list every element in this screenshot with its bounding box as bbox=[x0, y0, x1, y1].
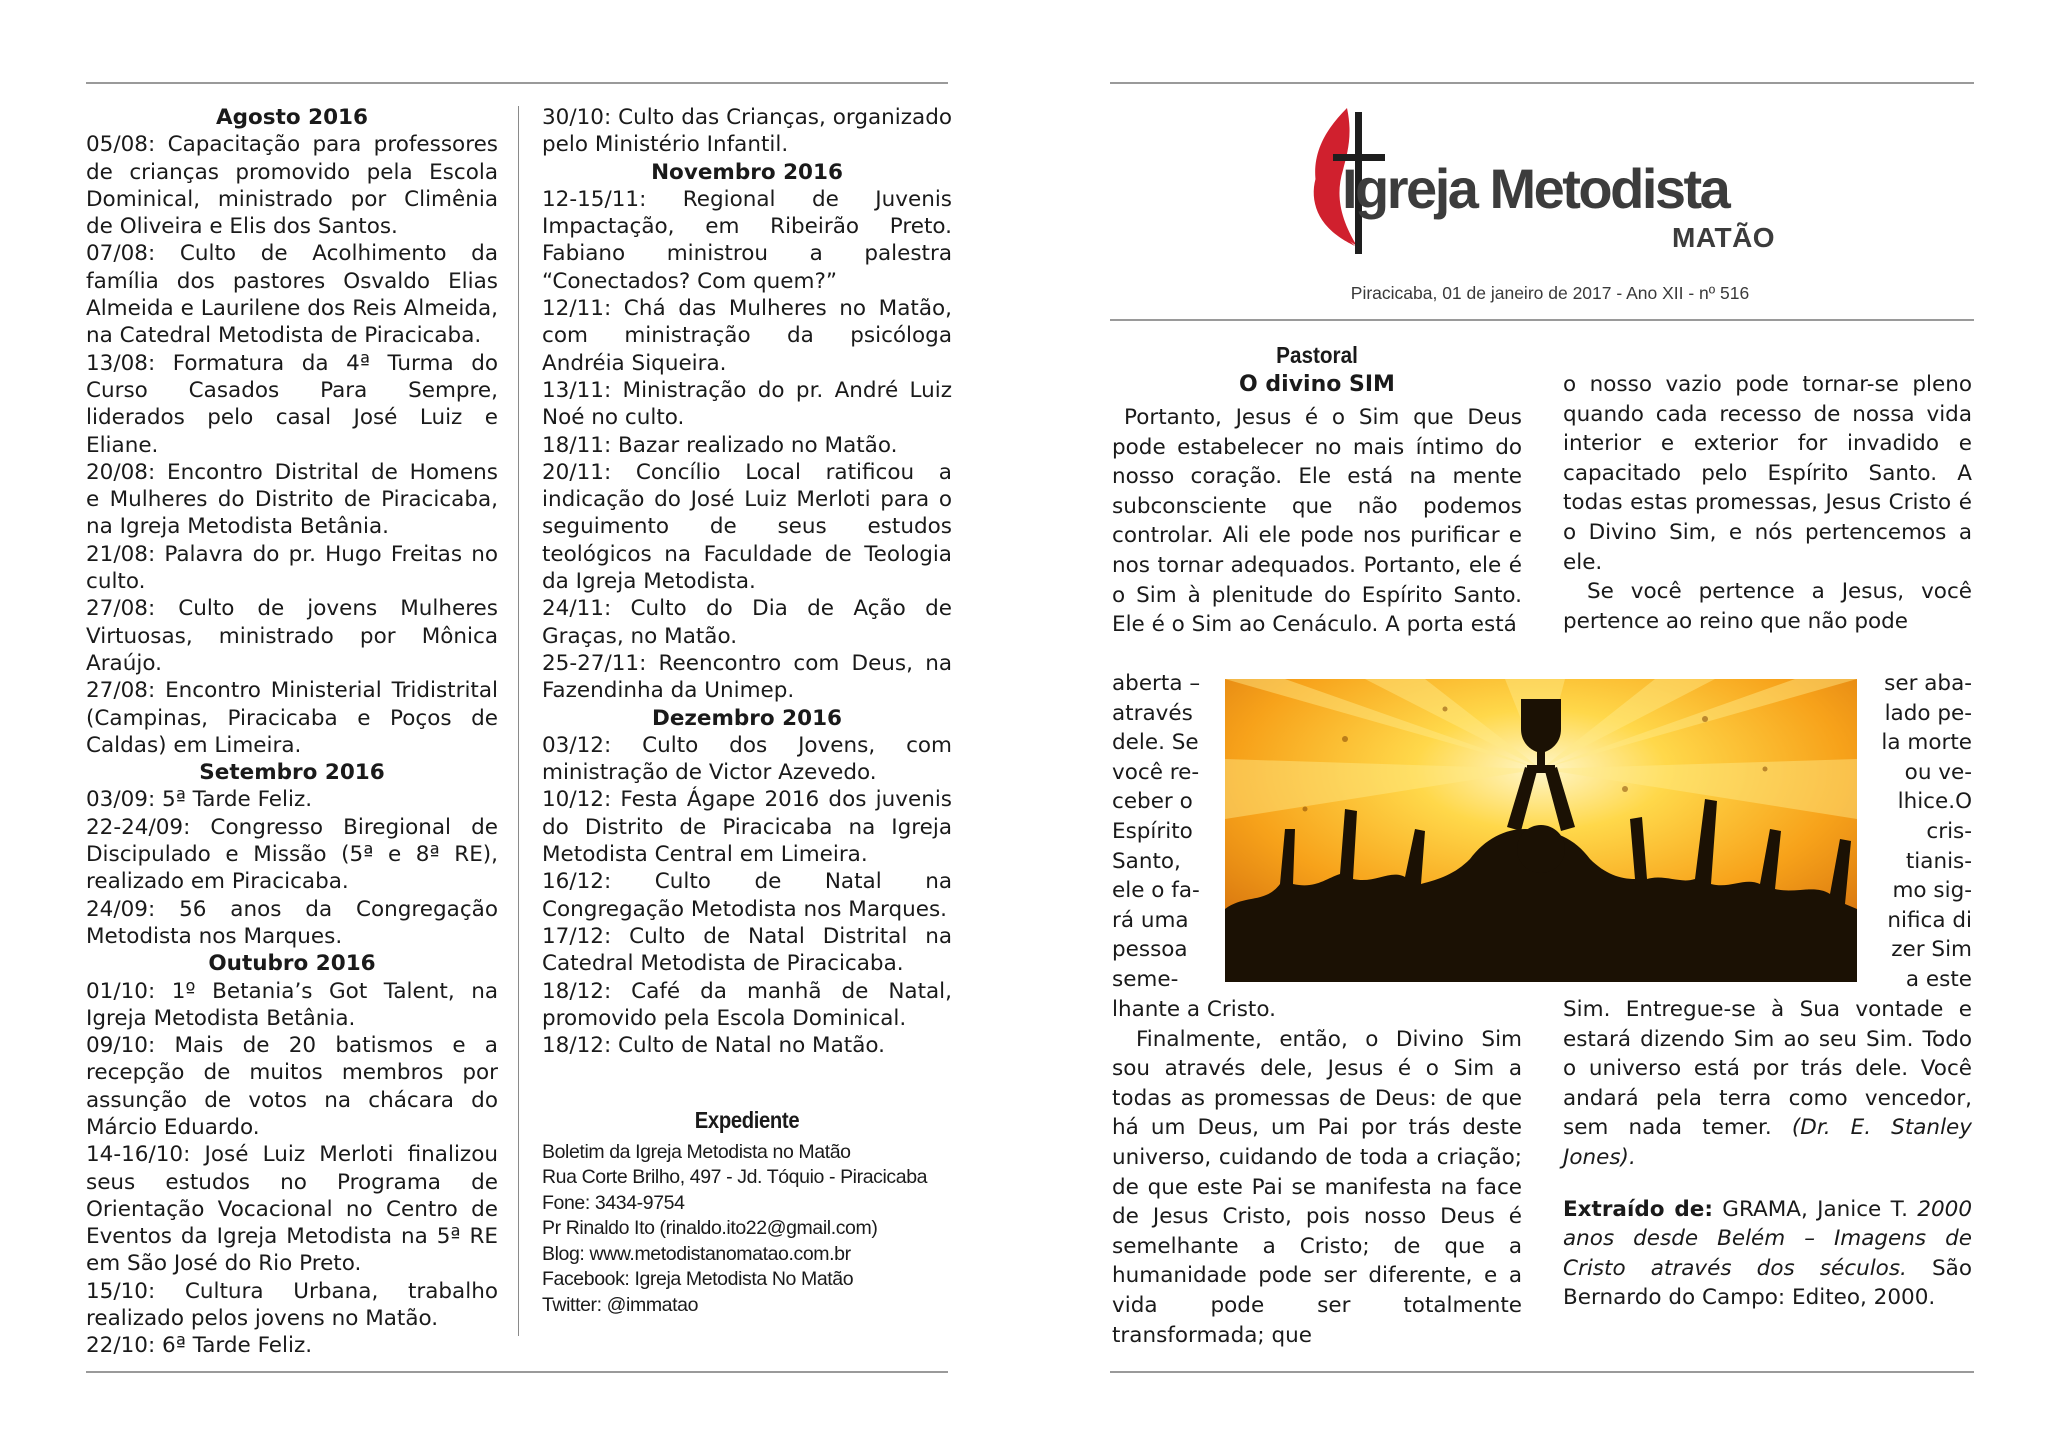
timeline-entry: 27/08: Encontro Ministerial Tridistrital (Campinas, Piracicaba e Poços de Caldas) em Limeira. bbox=[86, 678, 498, 758]
month-heading: Agosto 2016 bbox=[216, 105, 368, 130]
article-paragraph: Se você pertence a Jesus, você pertence ao reino que não pode bbox=[1563, 579, 1972, 634]
timeline-entry: 07/08: Culto de Acolhimento da família dos pastores Osvaldo Elias Almeida e Laurilene dos Reis Almeida, na Catedral Metodista de Piracicaba. bbox=[86, 241, 498, 349]
article-left-top bbox=[1112, 403, 1522, 640]
issue-dateline: Piracicaba, 01 de janeiro de 2017 - Ano XII - nº 516 bbox=[1350, 283, 1750, 303]
month-heading: Novembro 2016 bbox=[651, 159, 843, 185]
article-line: Espírito bbox=[1112, 818, 1193, 844]
timeline-entry: 03/09: 5ª Tarde Feliz. bbox=[86, 787, 313, 813]
article-right-wrap bbox=[1868, 669, 1972, 995]
expediente-line: Fone: 3434-9754 bbox=[542, 1191, 685, 1214]
timeline-entry: 12-15/11: Regional de Juvenis Impactação, em Ribeirão Preto. Fabiano ministrou a palestra “Conectados? Com quem?” bbox=[542, 186, 952, 294]
article-left-wrap bbox=[1112, 669, 1218, 995]
article-right-bottom bbox=[1563, 995, 1972, 1313]
pastoral-title: O divino SIM bbox=[1239, 372, 1395, 397]
article-line: tianis- bbox=[1905, 848, 1972, 874]
timeline-entry: 03/12: Culto dos Jovens, com ministração de Victor Azevedo. bbox=[542, 732, 952, 786]
timeline-entry: 24/09: 56 anos da Congregação Metodista nos Marques. bbox=[86, 896, 498, 949]
pastoral-kicker: Pastoral bbox=[1276, 342, 1358, 368]
top-rule-left bbox=[86, 82, 948, 84]
timeline-entry: 13/11: Ministração do pr. André Luiz Noé no culto. bbox=[542, 377, 952, 431]
timeline-column-2 bbox=[542, 104, 952, 1059]
article-line: aberta – bbox=[1112, 671, 1201, 696]
article-line: mo sig- bbox=[1892, 878, 1972, 904]
timeline-entry: 20/11: Concílio Local ratificou a indicação do José Luiz Merloti para o seguimento de seus estudos teológicos na Faculdade de Teologia da Igreja Metodista. bbox=[542, 459, 952, 595]
expediente-line: Blog: www.metodistanomatao.com.br bbox=[542, 1242, 851, 1265]
timeline-entry: 18/11: Bazar realizado no Matão. bbox=[542, 432, 898, 458]
article-line: cris- bbox=[1926, 818, 1972, 844]
timeline-entry: 30/10: Culto das Crianças, organizado pelo Ministério Infantil. bbox=[542, 105, 952, 158]
logo-city: MATÃO bbox=[1672, 222, 1776, 253]
source-label: Extraído de: bbox=[1563, 1196, 1713, 1222]
month-heading: Setembro 2016 bbox=[199, 760, 385, 786]
article-line: dele. Se bbox=[1112, 730, 1199, 756]
article-line: seme- bbox=[1112, 966, 1179, 992]
logo-wordmark: Igreja Metodista bbox=[1342, 157, 1729, 220]
timeline-entry: 22-24/09: Congresso Biregional de Discipulado e Missão (5ª e 8ª RE), realizado em Piracicaba. bbox=[86, 814, 498, 895]
article-line: você re- bbox=[1112, 759, 1200, 785]
timeline-entry: 05/08: Capacitação para professores de crianças promovido pela Escola Dominical, ministrado por Climênia de Oliveira e Elis dos Santos. bbox=[86, 132, 498, 240]
article-left-bottom bbox=[1112, 995, 1522, 1350]
timeline-entry: 14-16/10: José Luiz Merloti finalizou seus estudos no Programa de Orientação Vocacional no Centro de Eventos da Igreja Metodista na 5ª RE em São José do Rio Preto. bbox=[86, 1142, 498, 1277]
bottom-rule-left bbox=[86, 1371, 948, 1373]
article-line: pessoa bbox=[1112, 937, 1188, 963]
article-line: lado pe- bbox=[1884, 700, 1972, 726]
timeline-entry: 25-27/11: Reencontro com Deus, na Fazendinha da Unimep. bbox=[542, 650, 952, 704]
timeline-entry: 24/11: Culto do Dia de Ação de Graças, no Matão. bbox=[542, 596, 952, 649]
article-line: lhice.O bbox=[1897, 789, 1972, 815]
expediente-line: Twitter: @immatao bbox=[542, 1293, 699, 1316]
article-line: zer Sim bbox=[1891, 937, 1972, 963]
timeline-entry: 09/10: Mais de 20 batismos e a recepção de muitos membros por assunção de votos na chácara do Márcio Eduardo. bbox=[86, 1033, 498, 1140]
expediente-box bbox=[542, 1108, 952, 1318]
expediente-line: Boletim da Igreja Metodista no Matão bbox=[542, 1140, 851, 1163]
timeline-column-1 bbox=[86, 104, 498, 1360]
timeline-entry: 21/08: Palavra do pr. Hugo Freitas no culto. bbox=[86, 541, 498, 595]
source-publisher: São Bernardo do Campo: Editeo, 2000. bbox=[1563, 1255, 1972, 1311]
month-heading: Dezembro 2016 bbox=[651, 705, 842, 731]
source-author: GRAMA, Janice T. bbox=[1722, 1196, 1908, 1222]
expediente-line: Facebook: Igreja Metodista No Matão bbox=[542, 1268, 854, 1290]
citation: (Dr. E. Stanley Jones). bbox=[1563, 1115, 1972, 1170]
month-heading: Outubro 2016 bbox=[208, 951, 376, 977]
timeline-entry: 16/12: Culto de Natal na Congregação Metodista nos Marques. bbox=[542, 869, 952, 922]
expediente-line: Pr Rinaldo Ito (rinaldo.ito22@gmail.com) bbox=[542, 1217, 878, 1239]
bottom-rule-right bbox=[1110, 1371, 1974, 1373]
article-line: ele o fa- bbox=[1112, 878, 1200, 904]
article-paragraph bbox=[1563, 995, 1972, 1173]
article-line: rá uma bbox=[1112, 907, 1189, 933]
article-right-top bbox=[1563, 370, 1972, 636]
timeline-entry: 17/12: Culto de Natal Distrital na Catedral Metodista de Piracicaba. bbox=[542, 923, 952, 977]
pastoral-heading bbox=[1112, 340, 1522, 400]
timeline-entry: 27/08: Culto de jovens Mulheres Virtuosas, ministrado por Mônica Araújo. bbox=[86, 596, 498, 676]
expediente-title: Expediente bbox=[694, 1107, 800, 1133]
source-paragraph bbox=[1563, 1195, 1972, 1313]
article-paragraph-text: Sim. Entregue-se à Sua vontade e estará dizendo Sim ao seu Sim. Todo o universo está por trás dele. Você andará pela terra como vencedor, sem nada temer. bbox=[1563, 997, 1972, 1141]
timeline-entry: 15/10: Cultura Urbana, trabalho realizado pelos jovens no Matão. bbox=[86, 1278, 498, 1332]
article-line: ser aba- bbox=[1884, 671, 1972, 696]
article-line: nifica di bbox=[1887, 907, 1972, 933]
timeline-entry: 20/08: Encontro Distrital de Homens e Mulheres do Distrito de Piracicaba, na Igreja Metodista Betânia. bbox=[86, 459, 498, 540]
header-rule-right bbox=[1110, 319, 1974, 321]
top-rule-right bbox=[1110, 82, 1974, 84]
timeline-entry: 13/08: Formatura da 4ª Turma do Curso Casados Para Sempre, liderados pelo casal José Luiz e Eliane. bbox=[86, 350, 498, 458]
trophy-crowd-image bbox=[1225, 679, 1857, 982]
timeline-entry: 22/10: 6ª Tarde Feliz. bbox=[86, 1333, 313, 1359]
timeline-entry: 10/12: Festa Ágape 2016 dos juvenis do Distrito de Piracicaba na Igreja Metodista Central em Limeira. bbox=[542, 787, 952, 868]
article-paragraph: o nosso vazio pode tornar-se pleno quando cada recesso de nossa vida interior e exterior for invadido e capacitado pelo Espírito Santo. A todas estas promessas, Jesus Cristo é o Divino Sim, e nós pertencemos a ele. bbox=[1563, 372, 1972, 575]
article-line: ou ve- bbox=[1904, 759, 1972, 785]
article-line: Santo, bbox=[1112, 848, 1181, 874]
article-line: ceber o bbox=[1112, 789, 1193, 815]
article-paragraph: lhante a Cristo. bbox=[1112, 997, 1276, 1022]
article-paragraph: Finalmente, então, o Divino Sim sou através dele, Jesus é o Sim a todas as promessas de Deus: de que há um Deus, um Pai por trás deste universo, cuidando de toda a criação; de que este Pai se manifesta na face de Jesus Cristo, pois nosso Deus é semelhante a Cristo; de que a humanidade pode ser diferente, e a vida pode ser totalmente transformada; que bbox=[1112, 1026, 1522, 1348]
timeline-entry: 18/12: Café da manhã de Natal, promovido pela Escola Dominical. bbox=[542, 978, 952, 1031]
timeline-entry: 18/12: Culto de Natal no Matão. bbox=[542, 1033, 886, 1059]
column-divider bbox=[518, 106, 519, 1336]
article-line: através bbox=[1112, 700, 1193, 726]
timeline-entry: 12/11: Chá das Mulheres no Matão, com ministração da psicóloga Andréia Siqueira. bbox=[542, 296, 952, 376]
article-paragraph: Portanto, Jesus é o Sim que Deus pode estabelecer no mais íntimo do nosso coração. Ele está na mente subconsciente que não podemos controlar. Ali ele pode nos purificar e nos tornar adequados. Portanto, ele é o Sim à plenitude do Espírito Santo. Ele é o Sim ao Cenáculo. A porta está bbox=[1112, 405, 1522, 638]
source-book: 2000 anos desde Belém – Imagens de Cristo através dos séculos. bbox=[1563, 1196, 1973, 1281]
timeline-entry: 01/10: 1º Betania’s Got Talent, na Igreja Metodista Betânia. bbox=[86, 978, 498, 1031]
article-line: a este bbox=[1905, 966, 1972, 992]
expediente-line: Rua Corte Brilho, 497 - Jd. Tóquio - Piracicaba bbox=[542, 1166, 928, 1188]
article-line: la morte bbox=[1881, 730, 1972, 756]
